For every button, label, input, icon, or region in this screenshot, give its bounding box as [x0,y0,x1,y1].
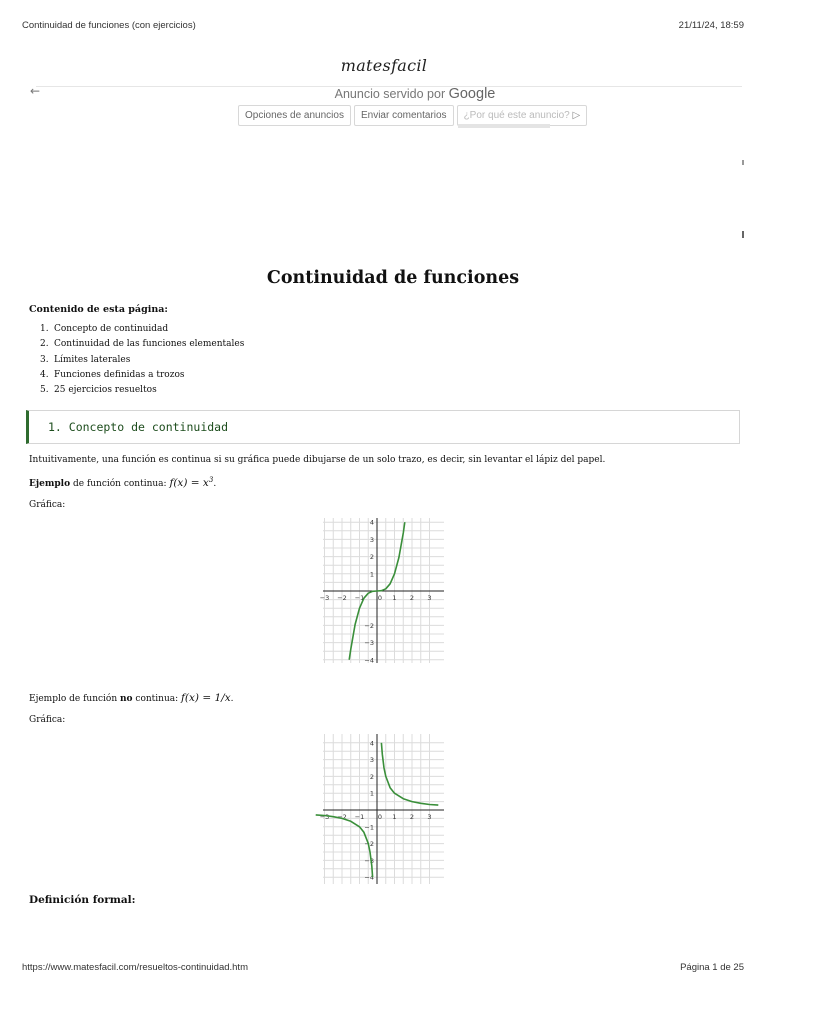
ad-buttons [238,105,587,126]
x-tick-label: 3 [427,813,432,821]
example2-text: Ejemplo de función [29,694,121,704]
ad-options-button[interactable]: Opciones de anuncios [238,105,351,126]
toc-link[interactable]: Concepto de continuidad [54,324,169,334]
example-end: . [213,479,217,489]
toc-number: 2. [40,339,49,350]
toc-heading: Contenido de esta página: [29,304,168,315]
ad-feedback-button[interactable]: Enviar comentarios [354,105,454,126]
y-tick-label: 1 [369,570,374,579]
example-bold: Ejemplo [29,479,71,489]
print-doc-title: Continuidad de funciones (con ejercicios) [22,20,196,31]
example2-formula: f(x) = 1/x [181,692,231,704]
x-tick-label: 0 [377,813,383,821]
print-header [22,20,744,31]
google-logo: Google [448,86,496,102]
print-url: https://www.matesfacil.com/resueltos-continuidad.htm [22,962,248,973]
x-tick-label: −1 [354,813,365,821]
y-tick-label: 3 [369,535,374,544]
toc-item[interactable] [40,337,244,352]
example-discontinuous [29,692,234,704]
toc-item[interactable] [40,353,244,368]
y-tick-label: −2 [364,840,374,849]
x-tick-label: 1 [392,594,397,602]
table-of-contents [40,322,244,398]
toc-link[interactable]: Continuidad de las funciones elementales [54,339,245,350]
x-tick-label: −2 [337,813,347,821]
x-tick-label: 0 [377,594,383,602]
cubic-function-graph [319,518,444,665]
y-tick-label: −3 [364,856,374,865]
example-continuous [29,476,216,489]
y-tick-label: −2 [364,621,374,630]
print-datetime: 21/11/24, 18:59 [678,20,744,31]
example2-end: . [230,694,234,704]
x-tick-label: −3 [319,594,330,602]
ad-why-icon: ▷ [572,110,581,121]
x-tick-label: 1 [392,813,397,821]
grafica2-label: Gráfica: [29,715,66,725]
y-tick-label: 4 [369,518,374,527]
x-tick-label: −3 [319,813,330,821]
x-tick-label: 3 [427,594,432,602]
example-exponent: 3 [208,476,214,484]
ad-why-button[interactable] [457,105,588,126]
x-tick-label: −2 [337,594,347,602]
intro-paragraph: Intuitivamente, una función es continua si su gráfica puede dibujarse de un solo trazo, es decir, sin levantar el lápiz del papel. [29,455,606,465]
example2-bold: no [120,694,133,704]
toc-number: 3. [40,354,49,365]
y-tick-label: −1 [364,823,374,832]
toc-link[interactable]: 25 ejercicios resueltos [54,385,157,396]
site-logo[interactable]: matesfacil [340,56,428,75]
toc-number: 4. [40,369,49,380]
y-tick-label: 2 [369,553,374,562]
print-footer [22,962,744,973]
toc-item[interactable] [40,383,244,398]
section-title: 1. Concepto de continuidad [48,420,229,434]
page-title: Continuidad de funciones [266,268,520,288]
ad-why-label: ¿Por qué este anuncio? [463,110,570,121]
ad-served-by [0,86,830,102]
example-formula: f(x) = x [169,477,209,489]
ad-shadow [458,124,550,128]
back-arrow-icon[interactable]: ← [30,84,41,98]
ad-served-text: Anuncio servido por [334,87,446,101]
x-tick-label: −1 [354,594,365,602]
y-tick-label: 4 [369,739,374,748]
grafica-label: Gráfica: [29,500,66,510]
x-tick-label: 2 [409,813,415,821]
print-page-label: Página 1 de 25 [680,962,744,973]
example2-post: continua: [132,694,182,704]
toc-link[interactable]: Funciones definidas a trozos [54,369,185,380]
toc-number: 1. [40,324,49,334]
ad-edge-mark [742,231,744,238]
y-tick-label: 3 [369,756,374,765]
definition-heading: Definición formal: [29,894,136,906]
x-tick-label: 2 [409,594,415,602]
section-header-box [26,410,740,444]
y-tick-label: 1 [369,789,374,798]
toc-link[interactable]: Límites laterales [54,354,131,365]
y-tick-label: −4 [364,873,374,882]
ad-edge-mark [742,160,744,165]
y-tick-label: −4 [364,656,374,665]
toc-item[interactable] [40,368,244,383]
y-tick-label: −3 [364,639,374,648]
example-text: de función continua: [70,479,170,489]
y-tick-label: 2 [369,772,374,781]
reciprocal-function-graph [319,734,444,884]
toc-number: 5. [40,385,49,396]
toc-item[interactable] [40,322,244,337]
graph-grid [323,734,444,884]
